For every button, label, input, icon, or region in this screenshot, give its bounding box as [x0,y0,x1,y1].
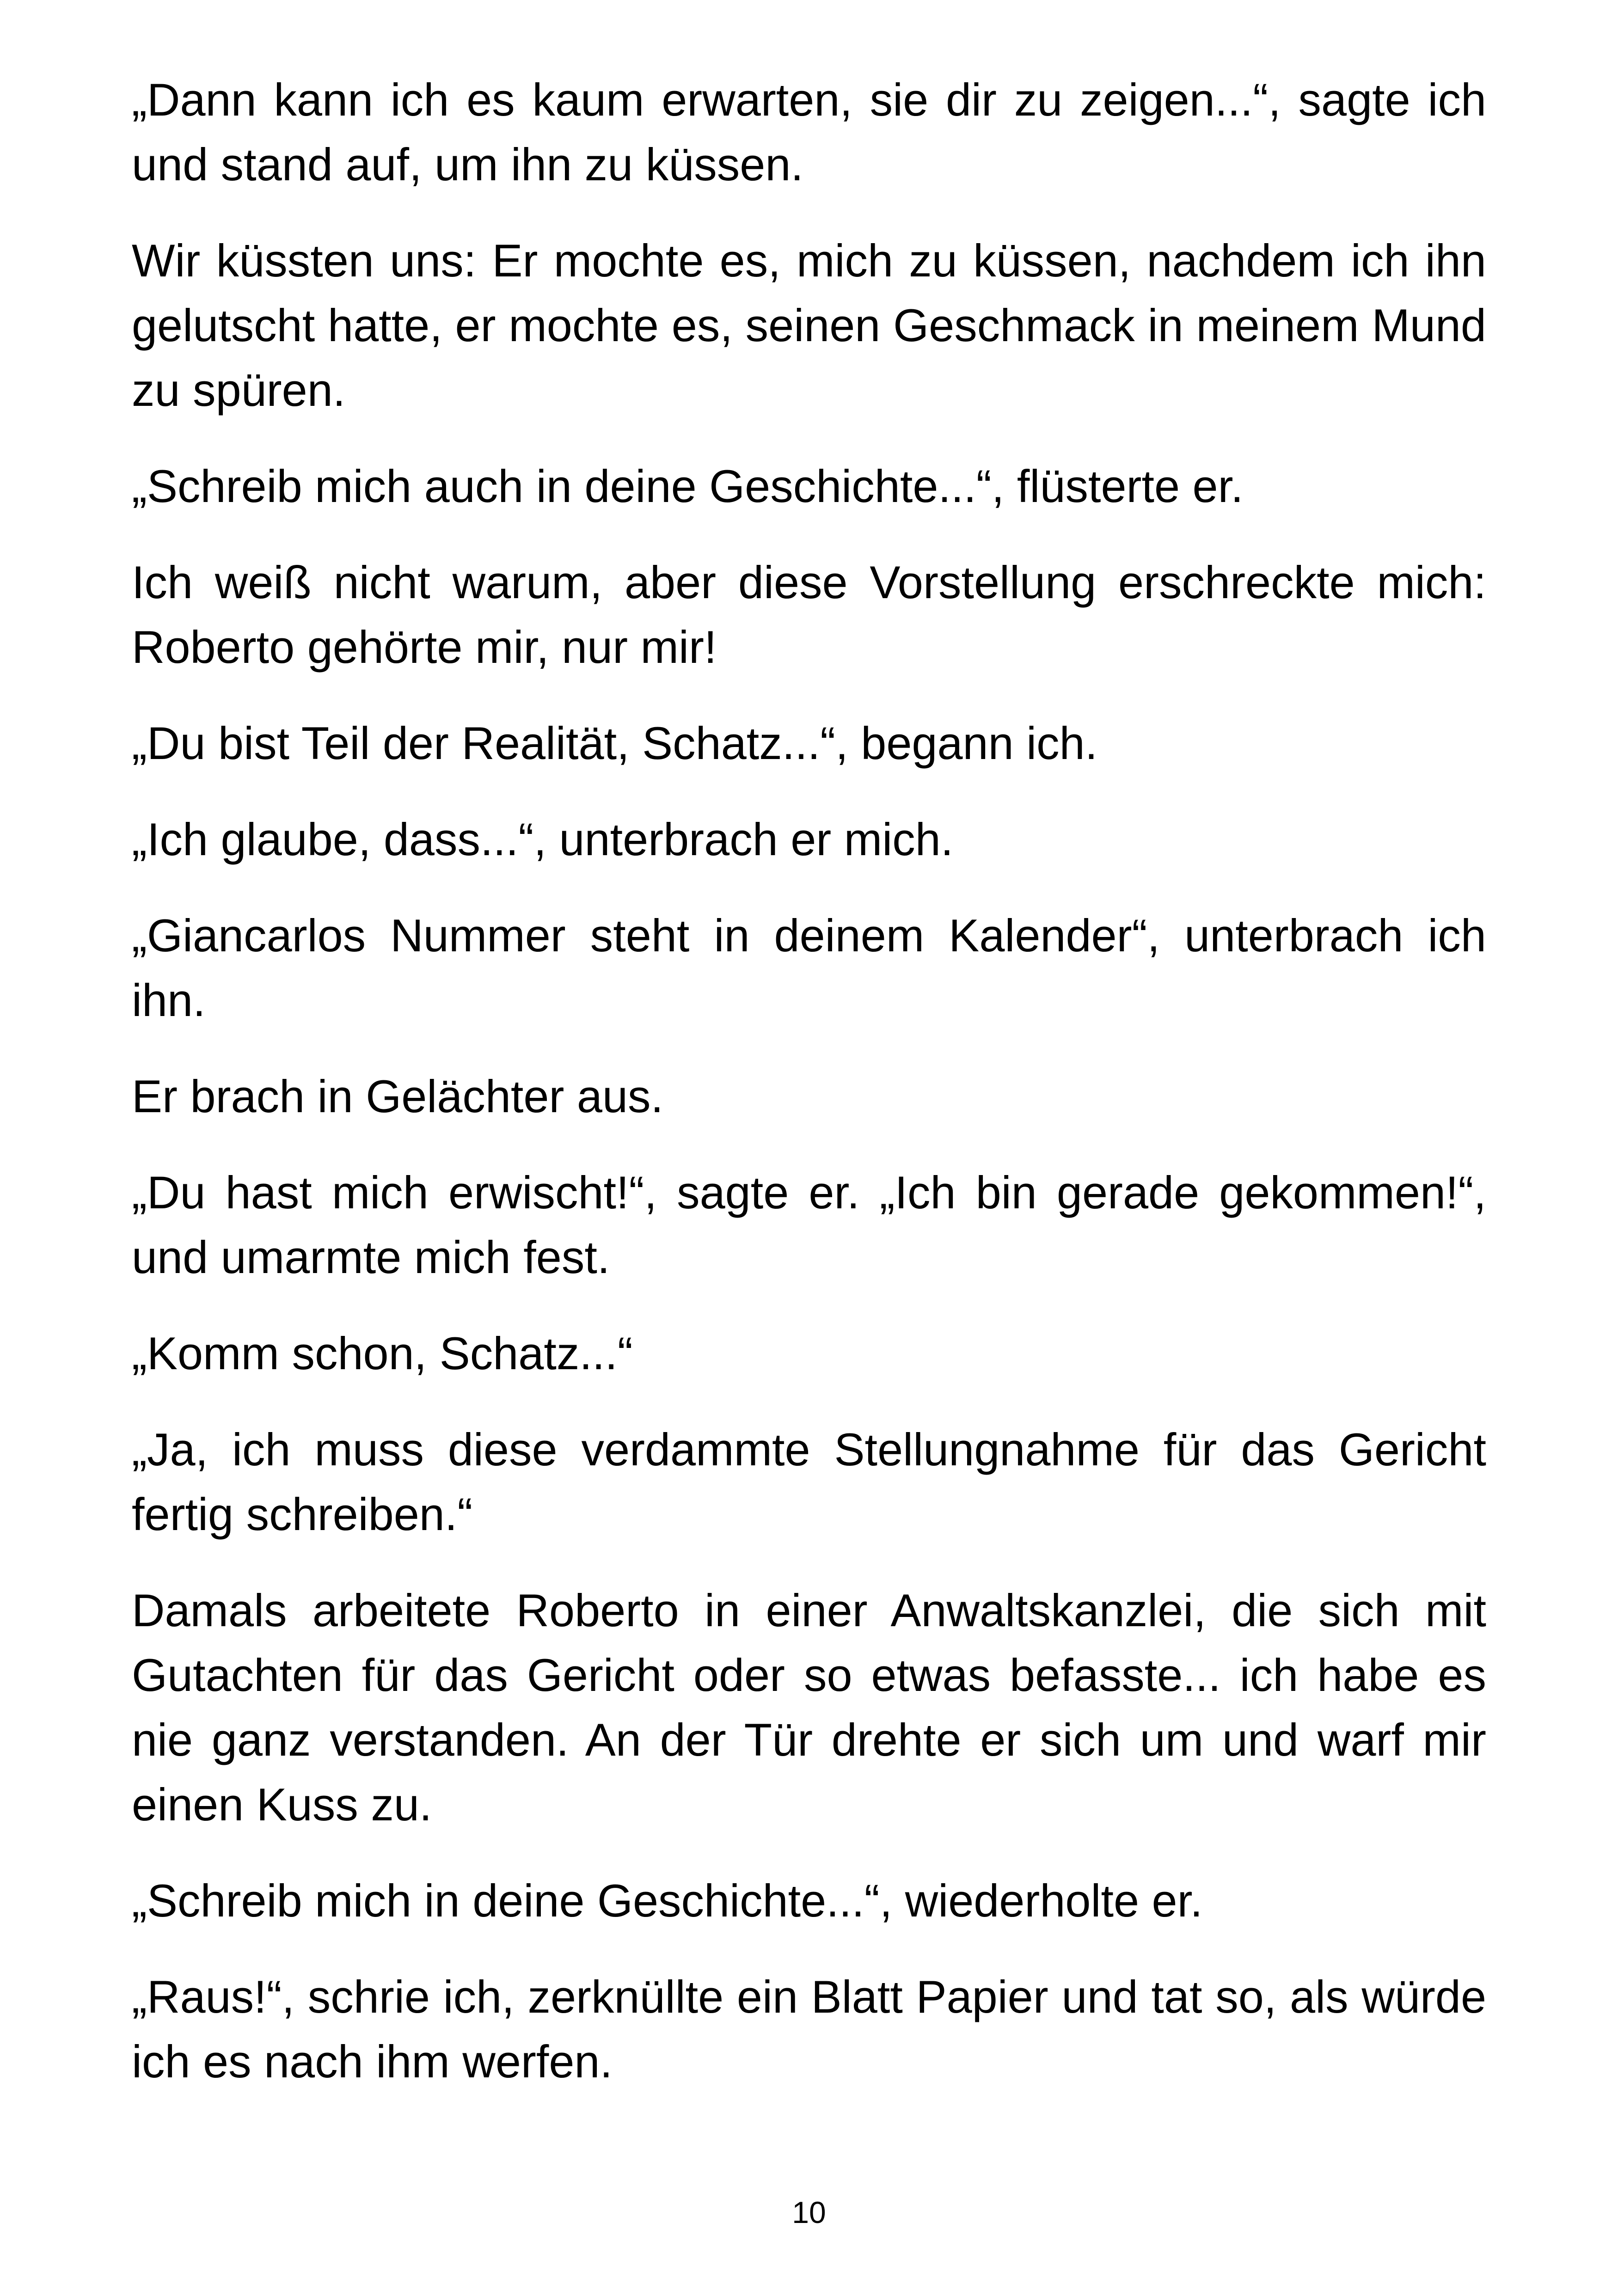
paragraph: „Ich glaube, dass...“, unterbrach er mich. [132,814,954,865]
paragraph: „Du hast mich erwischt!“, sagte er. „Ich bin gerade gekommen!“, und umarmte mich fest. [132,1167,1486,1283]
paragraph: „Schreib mich in deine Geschichte...“, wiederholte er. [132,1875,1203,1926]
paragraph: Ich weiß nicht warum, aber diese Vorstellung erschreckte mich: Roberto gehörte mir, nur mir! [132,557,1486,673]
paragraph: „Schreib mich auch in deine Geschichte...“, flüsterte er. [132,460,1244,512]
paragraph: „Ja, ich muss diese verdammte Stellungnahme für das Gericht fertig schreiben.“ [132,1424,1486,1540]
paragraph: „Du bist Teil der Realität, Schatz...“, begann ich. [132,717,1098,769]
paragraph: „Komm schon, Schatz...“ [132,1328,633,1379]
paragraph: Damals arbeitete Roberto in einer Anwaltskanzlei, die sich mit Gutachten für das Gericht oder so etwas befasste... ich habe es nie ganz verstanden. An der Tür drehte er sich um und warf mir einen Kuss zu. [132,1585,1486,1830]
page-number: 10 [792,2195,826,2229]
paragraph: „Giancarlos Nummer steht in deinem Kalender“, unterbrach ich ihn. [132,910,1486,1026]
paragraph: „Raus!“, schrie ich, zerknüllte ein Blatt Papier und tat so, als würde ich es nach ihm werfen. [132,1971,1486,2087]
paragraph: Wir küssten uns: Er mochte es, mich zu küssen, nachdem ich ihn gelutscht hatte, er mochte es, seinen Geschmack in meinem Mund zu spüren. [132,235,1486,416]
paragraph: „Dann kann ich es kaum erwarten, sie dir zu zeigen...“, sagte ich und stand auf, um ihn zu küssen. [132,74,1486,190]
paragraph: Er brach in Gelächter aus. [132,1071,664,1122]
body-text [132,67,1486,2125]
